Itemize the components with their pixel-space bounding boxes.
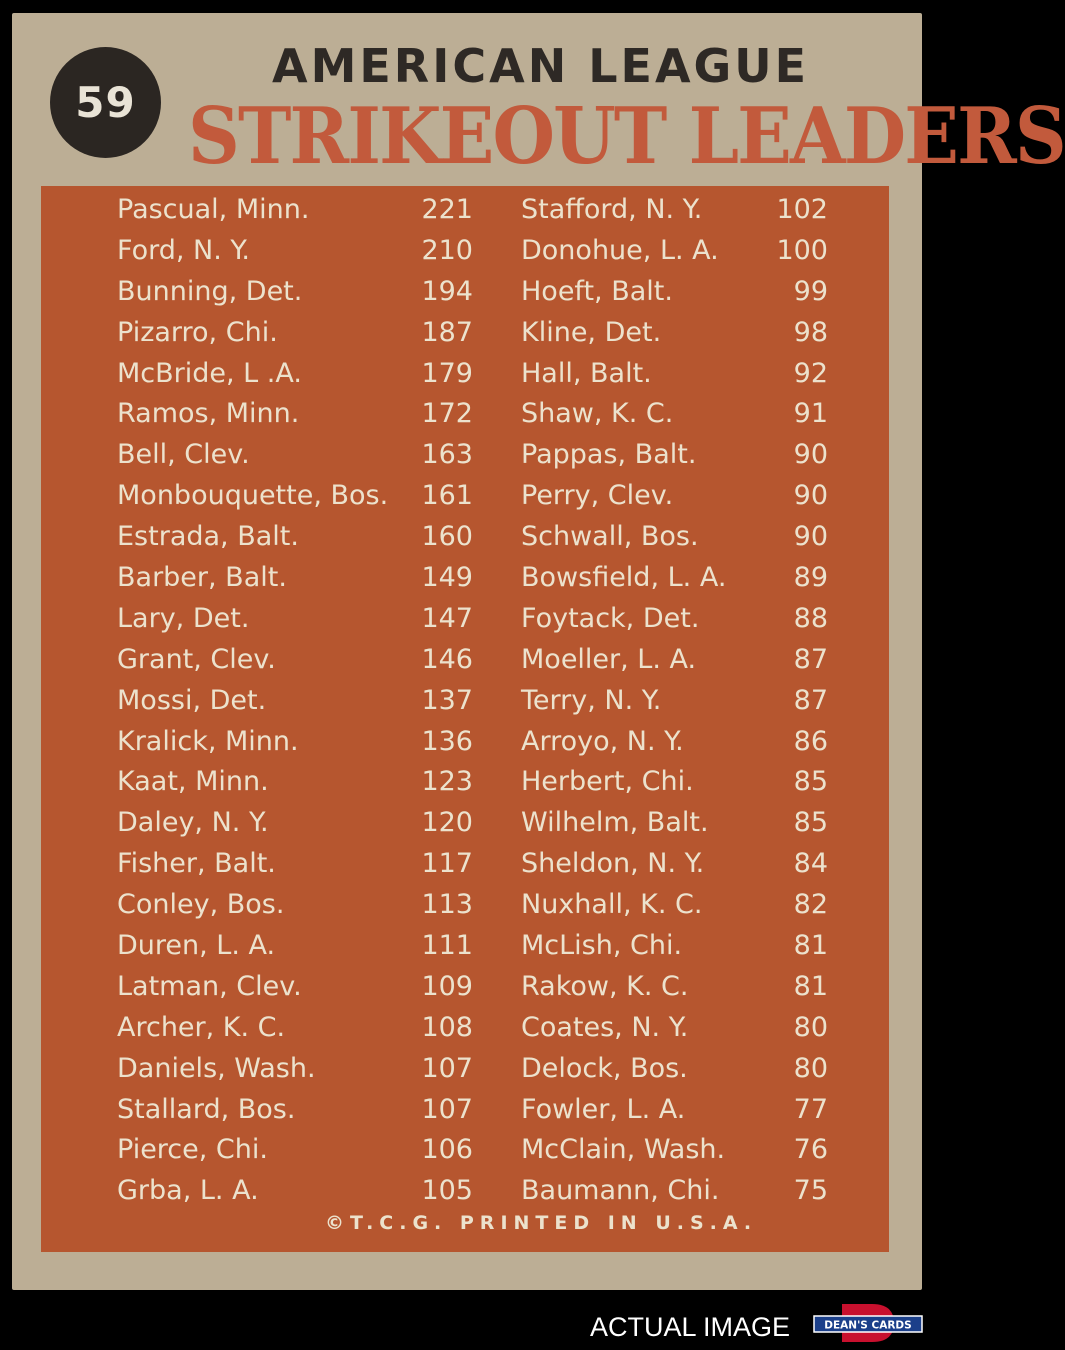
leader-row — [117, 1090, 473, 1131]
strikeout-count: 80 — [793, 1052, 828, 1084]
leader-row — [117, 803, 473, 844]
pitcher-name: Daley, N. Y. — [117, 807, 269, 839]
pitcher-name: Ramos, Minn. — [117, 398, 300, 430]
strikeout-count: 90 — [793, 439, 828, 471]
strikeout-count: 92 — [793, 357, 828, 389]
strikeout-count: 76 — [793, 1134, 828, 1166]
pitcher-name: Grant, Clev. — [117, 643, 276, 675]
strikeout-count: 89 — [793, 562, 828, 594]
leader-row — [117, 967, 473, 1008]
pitcher-name: Nuxhall, K. C. — [521, 889, 703, 921]
leader-row — [521, 354, 828, 395]
strikeout-count: 82 — [793, 889, 828, 921]
actual-image-caption: ACTUAL IMAGE — [590, 1312, 791, 1342]
strikeout-count: 84 — [793, 848, 828, 880]
pitcher-name: Bowsfield, L. A. — [521, 562, 727, 594]
pitcher-name: Conley, Bos. — [117, 889, 285, 921]
left-leaders-column — [117, 190, 473, 1212]
pitcher-name: Herbert, Chi. — [521, 766, 694, 798]
pitcher-name: Daniels, Wash. — [117, 1052, 316, 1084]
strikeout-count: 87 — [793, 643, 828, 675]
strikeout-count: 194 — [421, 275, 473, 307]
pitcher-name: Kline, Det. — [521, 316, 662, 348]
strikeout-count: 149 — [421, 562, 473, 594]
card-number: 59 — [75, 78, 136, 127]
right-leaders-column — [521, 190, 828, 1212]
strikeout-count: 77 — [793, 1093, 828, 1125]
strikeout-count: 146 — [421, 643, 473, 675]
pitcher-name: Kralick, Minn. — [117, 725, 299, 757]
strikeout-count: 99 — [793, 275, 828, 307]
leader-row — [521, 722, 828, 763]
leader-row — [521, 885, 828, 926]
pitcher-name: Pizarro, Chi. — [117, 316, 278, 348]
leader-row — [117, 762, 473, 803]
pitcher-name: McClain, Wash. — [521, 1134, 726, 1166]
leader-row — [521, 844, 828, 885]
strikeout-count: 163 — [421, 439, 473, 471]
leader-row — [521, 1130, 828, 1171]
pitcher-name: Archer, K. C. — [117, 1011, 286, 1043]
strikeout-count: 81 — [793, 970, 828, 1002]
strikeout-count: 179 — [421, 357, 473, 389]
pitcher-name: Hall, Balt. — [521, 357, 652, 389]
pitcher-name: Monbouquette, Bos. — [117, 480, 389, 512]
pitcher-name: McLish, Chi. — [521, 930, 683, 962]
strikeout-count: 111 — [421, 930, 473, 962]
pitcher-name: Donohue, L. A. — [521, 234, 719, 266]
leader-row — [117, 435, 473, 476]
leader-row — [117, 476, 473, 517]
leader-row — [521, 190, 828, 231]
leader-row — [521, 1008, 828, 1049]
leader-row — [521, 476, 828, 517]
leader-row — [117, 231, 473, 272]
strikeout-count: 98 — [793, 316, 828, 348]
pitcher-name: Foytack, Det. — [521, 602, 700, 634]
leader-row — [521, 681, 828, 722]
strikeout-count: 109 — [421, 970, 473, 1002]
pitcher-name: Schwall, Bos. — [521, 521, 699, 553]
pitcher-name: Wilhelm, Balt. — [521, 807, 709, 839]
leader-row — [521, 1049, 828, 1090]
leader-row — [117, 926, 473, 967]
leader-row — [521, 558, 828, 599]
leader-row — [521, 1090, 828, 1131]
leader-row — [117, 885, 473, 926]
pitcher-name: Hoeft, Balt. — [521, 275, 673, 307]
pitcher-name: Duren, L. A. — [117, 930, 276, 962]
leader-row — [117, 722, 473, 763]
pitcher-name: Bell, Clev. — [117, 439, 250, 471]
pitcher-name: Sheldon, N. Y. — [521, 848, 705, 880]
deans-cards-logo-icon — [812, 1302, 924, 1344]
pitcher-name: Coates, N. Y. — [521, 1011, 689, 1043]
leader-row — [521, 803, 828, 844]
strikeout-count: 87 — [793, 684, 828, 716]
stats-panel — [41, 186, 889, 1252]
pitcher-name: Latman, Clev. — [117, 970, 302, 1002]
leader-row — [117, 517, 473, 558]
strikeout-count: 113 — [421, 889, 473, 921]
leader-row — [521, 394, 828, 435]
pitcher-name: Rakow, K. C. — [521, 970, 689, 1002]
pitcher-name: Pascual, Minn. — [117, 194, 310, 225]
strikeout-count: 85 — [793, 807, 828, 839]
strikeout-count: 75 — [793, 1175, 828, 1207]
leader-row — [521, 313, 828, 354]
strikeout-count: 147 — [421, 602, 473, 634]
strikeout-count: 80 — [793, 1011, 828, 1043]
leader-row — [117, 681, 473, 722]
leader-row — [117, 640, 473, 681]
leader-row — [521, 926, 828, 967]
leader-row — [521, 231, 828, 272]
strikeout-count: 81 — [793, 930, 828, 962]
strikeout-count: 108 — [421, 1011, 473, 1043]
leader-row — [117, 1049, 473, 1090]
strikeout-count: 105 — [421, 1175, 473, 1207]
strikeout-count: 221 — [421, 194, 473, 225]
leader-row — [521, 517, 828, 558]
pitcher-name: Kaat, Minn. — [117, 766, 269, 798]
leader-row — [117, 1130, 473, 1171]
pitcher-name: Shaw, K. C. — [521, 398, 674, 430]
strikeout-count: 137 — [421, 684, 473, 716]
pitcher-name: Terry, N. Y. — [521, 684, 662, 716]
leader-row — [117, 313, 473, 354]
strikeout-count: 85 — [793, 766, 828, 798]
leader-row — [521, 435, 828, 476]
strikeout-count: 160 — [421, 521, 473, 553]
pitcher-name: Barber, Balt. — [117, 562, 287, 594]
leader-row — [521, 599, 828, 640]
pitcher-name: McBride, L .A. — [117, 357, 302, 389]
leader-row — [521, 272, 828, 313]
strikeout-count: 91 — [793, 398, 828, 430]
leader-row — [521, 967, 828, 1008]
leader-row — [117, 558, 473, 599]
pitcher-name: Fisher, Balt. — [117, 848, 276, 880]
leader-row — [521, 640, 828, 681]
pitcher-name: Fowler, L. A. — [521, 1093, 686, 1125]
leader-row — [117, 1008, 473, 1049]
strikeout-count: 187 — [421, 316, 473, 348]
strikeout-count: 100 — [776, 234, 828, 266]
strikeout-count: 107 — [421, 1093, 473, 1125]
strikeout-count: 172 — [421, 398, 473, 430]
strikeout-count: 210 — [421, 234, 473, 266]
leader-row — [117, 599, 473, 640]
pitcher-name: Stafford, N. Y. — [521, 194, 703, 225]
leader-row — [521, 762, 828, 803]
pitcher-name: Arroyo, N. Y. — [521, 725, 684, 757]
strikeout-count: 117 — [421, 848, 473, 880]
pitcher-name: Lary, Det. — [117, 602, 250, 634]
pitcher-name: Mossi, Det. — [117, 684, 267, 716]
strikeout-count: 161 — [421, 480, 473, 512]
pitcher-name: Ford, N. Y. — [117, 234, 250, 266]
pitcher-name: Moeller, L. A. — [521, 643, 697, 675]
pitcher-name: Grba, L. A. — [117, 1175, 259, 1207]
strikeout-count: 123 — [421, 766, 473, 798]
logo-text: DEAN'S CARDS — [824, 1319, 912, 1332]
strikeout-count: 106 — [421, 1134, 473, 1166]
strikeout-count: 90 — [793, 521, 828, 553]
strikeout-count: 90 — [793, 480, 828, 512]
strikeout-count: 86 — [793, 725, 828, 757]
strikeout-count: 107 — [421, 1052, 473, 1084]
pitcher-name: Pappas, Balt. — [521, 439, 697, 471]
leader-row — [117, 394, 473, 435]
card-number-badge — [50, 47, 161, 158]
strikeout-count: 88 — [793, 602, 828, 634]
pitcher-name: Bunning, Det. — [117, 275, 303, 307]
pitcher-name: Stallard, Bos. — [117, 1093, 296, 1125]
leaders-heading: STRIKEOUT LEADERS — [188, 91, 1065, 182]
leader-row — [117, 354, 473, 395]
leader-row — [117, 190, 473, 231]
strikeout-count: 136 — [421, 725, 473, 757]
pitcher-name: Perry, Clev. — [521, 480, 674, 512]
league-heading: AMERICAN LEAGUE — [272, 39, 810, 93]
strikeout-count: 102 — [776, 194, 828, 225]
pitcher-name: Estrada, Balt. — [117, 521, 299, 553]
strikeout-count: 120 — [421, 807, 473, 839]
leader-row — [117, 844, 473, 885]
pitcher-name: Baumann, Chi. — [521, 1175, 720, 1207]
pitcher-name: Delock, Bos. — [521, 1052, 688, 1084]
pitcher-name: Pierce, Chi. — [117, 1134, 268, 1166]
copyright-footer: ©T.C.G. PRINTED IN U.S.A. — [325, 1212, 758, 1234]
leader-row — [117, 272, 473, 313]
